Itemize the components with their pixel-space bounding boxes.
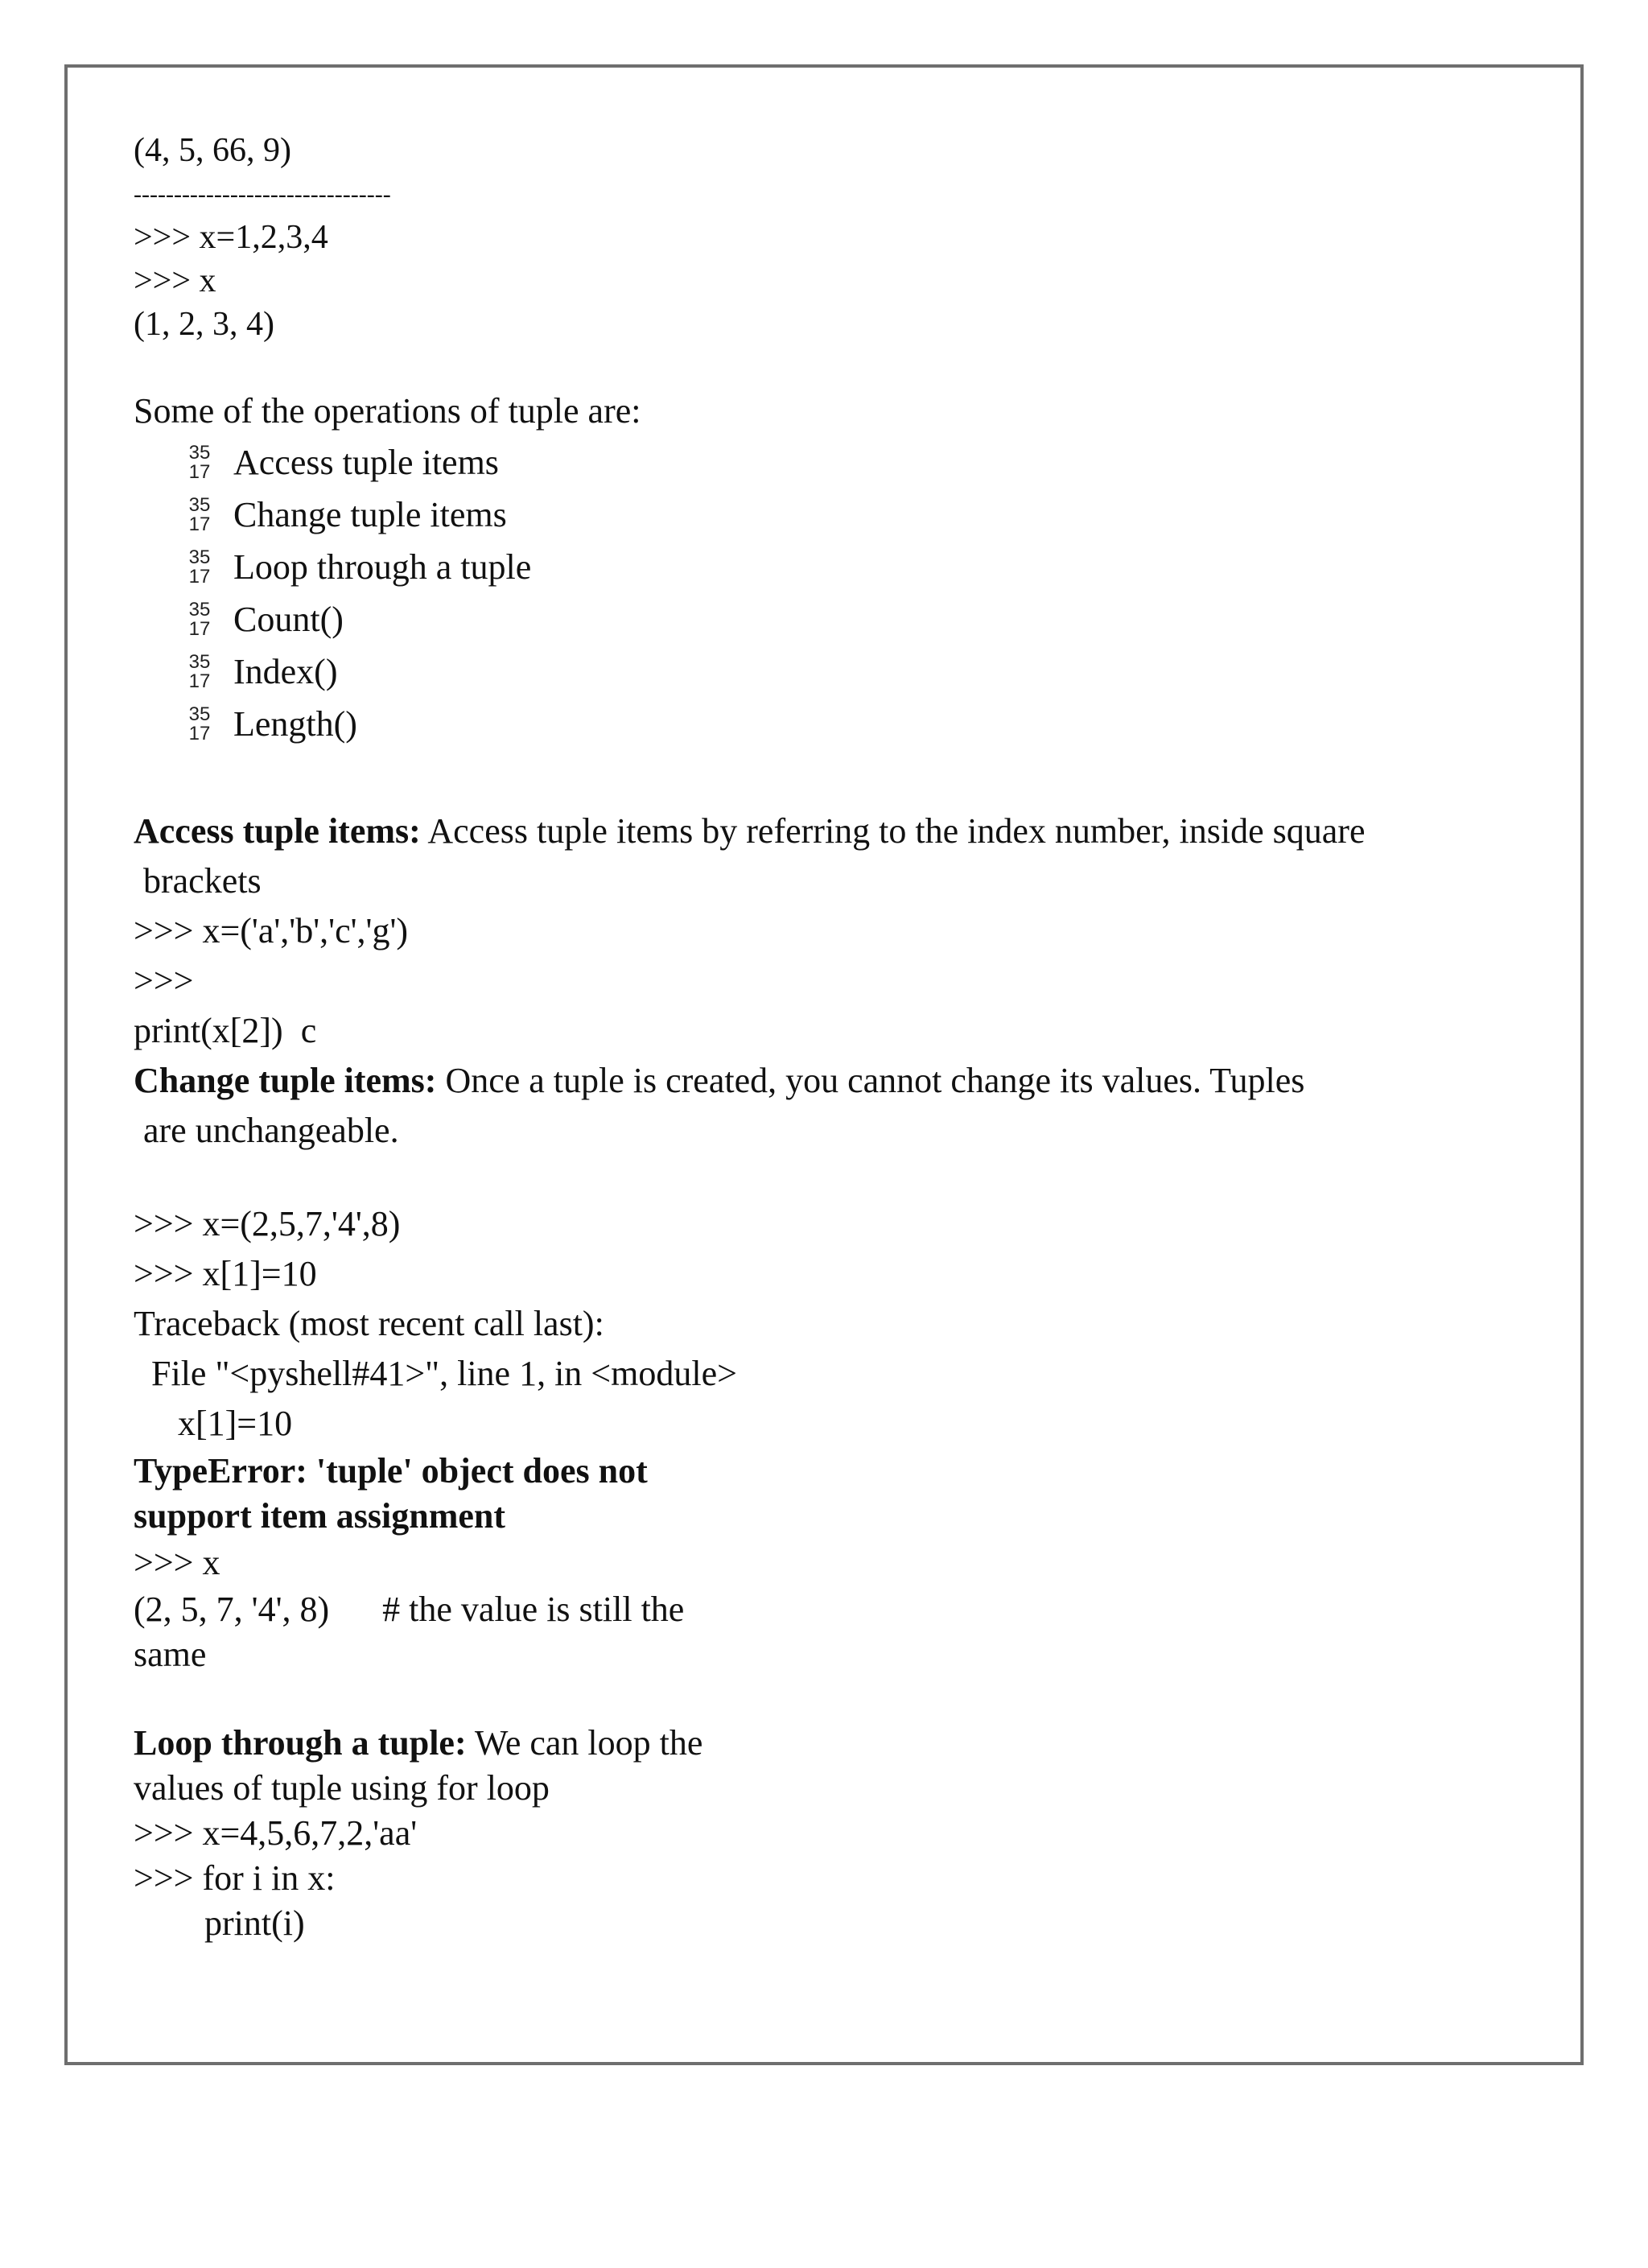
loop-code-line: >>> x=4,5,6,7,2,'aa' (134, 1813, 418, 1853)
access-code-line: >>> x=('a','b','c','g') (134, 911, 409, 950)
list-item (183, 645, 1485, 698)
access-code-line: >>> (134, 961, 194, 1000)
tuple-output: (4, 5, 66, 9) (134, 132, 291, 169)
change-text-continued: are unchangeable. (143, 1111, 399, 1150)
loop-text-continued: values of tuple using for loop (134, 1768, 550, 1808)
loop-heading: Loop through a tuple: (134, 1723, 467, 1763)
change-heading: Change tuple items: (134, 1061, 437, 1100)
loop-text: We can loop the (466, 1723, 703, 1763)
change-paragraph (134, 1056, 1485, 1106)
bullet-icon: 35 17 (188, 598, 211, 640)
show-result: (1, 2, 3, 4) (134, 306, 274, 343)
access-code-line: print(x[2]) c (134, 1011, 317, 1050)
after-command: >>> x (134, 1543, 220, 1582)
bullet-icon: 35 17 (188, 546, 211, 588)
type-error-line: support item assignment (134, 1496, 506, 1536)
loop-paragraph (134, 1721, 777, 1766)
type-error-line: TypeError: 'tuple' object does not (134, 1451, 648, 1491)
list-item-label: Change tuple items (233, 494, 507, 534)
change-text: Once a tuple is created, you cannot change its values. Tuples (436, 1061, 1305, 1100)
bullet-icon: 35 17 (188, 650, 211, 692)
list-item-label: Count() (233, 599, 344, 639)
list-item (183, 436, 1485, 489)
list-item-label: Index() (233, 651, 338, 691)
after-result: (2, 5, 7, '4', 8) # the value is still the (134, 1590, 685, 1629)
list-item-label: Access tuple items (233, 442, 499, 482)
list-item (183, 489, 1485, 541)
access-heading: Access tuple items: (134, 811, 421, 851)
loop-code-line: print(i) (134, 1903, 305, 1943)
document-content (134, 129, 1485, 1946)
bullet-icon: 35 17 (188, 493, 211, 535)
list-item (183, 593, 1485, 645)
change-code-line: Traceback (most recent call last): (134, 1304, 604, 1343)
bullet-icon: 35 17 (188, 703, 211, 744)
access-text-continued: brackets (143, 861, 262, 901)
change-code-line: File "<pyshell#41>", line 1, in <module> (134, 1354, 737, 1393)
bullet-icon: 35 17 (188, 441, 211, 483)
change-code-line: x[1]=10 (134, 1404, 293, 1443)
access-paragraph (134, 806, 1485, 856)
operations-intro: Some of the operations of tuple are: (134, 391, 641, 431)
change-code-line: >>> x=(2,5,7,'4',8) (134, 1204, 401, 1243)
change-code-line: >>> x[1]=10 (134, 1254, 317, 1293)
list-item (183, 698, 1485, 750)
list-item-label: Loop through a tuple (233, 546, 532, 587)
operations-list (134, 436, 1485, 750)
after-result-continued: same (134, 1635, 207, 1674)
loop-code-line: >>> for i in x: (134, 1858, 336, 1898)
show-command: >>> x (134, 262, 216, 299)
assign-command: >>> x=1,2,3,4 (134, 219, 328, 256)
list-item-label: Length() (233, 703, 357, 744)
separator-line: -------------------------------- (134, 181, 391, 208)
list-item (183, 541, 1485, 593)
access-text: Access tuple items by referring to the index number, inside square (420, 811, 1366, 851)
